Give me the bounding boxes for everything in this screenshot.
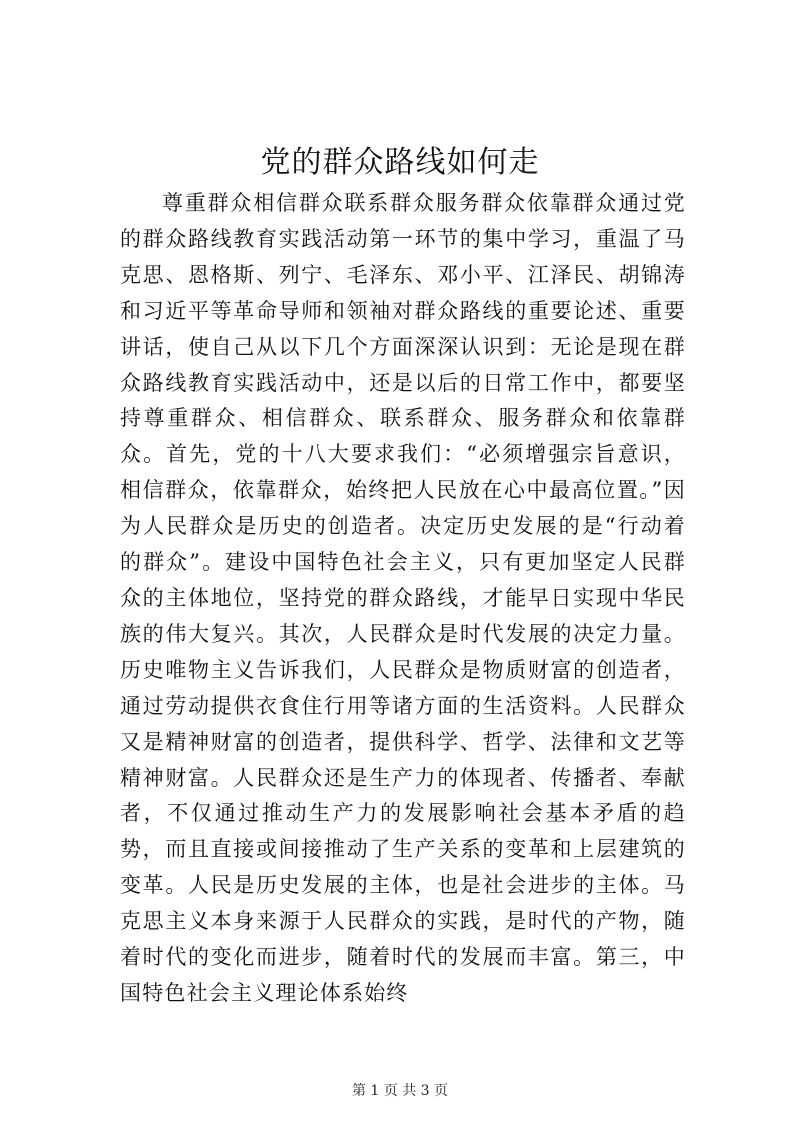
body-paragraph: 尊重群众相信群众联系群众服务群众依靠群众通过党的群众路线教育实践活动第一环节的集中学习，重温了马克思、恩格斯、列宁、毛泽东、邓小平、江泽民、胡锦涛和习近平等革命导师和领袖对群众路线的重要论述、重要讲话，使自己从以下几个方面深深认识到：无论是现在群众路线教育实践活动中，还是以后的日常工作中，都要坚持尊重群众、相信群众、联系群众、服务群众和依靠群众。首先，党的十八大要求我们：“必须增强宗旨意识，相信群众，依靠群众，始终把人民放在心中最高位置。”因为人民群众是历史的创造者。决定历史发展的是“行动着的群众”。建设中国特色社会主义，只有更加坚定人民群众的主体地位，坚持党的群众路线，才能早日实现中华民族的伟大复兴。其次，人民群众是时代发展的决定力量。历史唯物主义告诉我们，人民群众是物质财富的创造者，通过劳动提供衣食住行用等诸方面的生活资料。人民群众又是精神财富的创造者，提供科学、哲学、法律和文艺等精神财富。人民群众还是生产力的体现者、传播者、奉献者，不仅通过推动生产力的发展影响社会基本矛盾的趋势，而且直接或间接推动了生产关系的变革和上层建筑的变革。人民是历史发展的主体，也是社会进步的主体。马克思主义本身来源于人民群众的实践，是时代的产物，随着时代的变化而进步，随着时代的发展而丰富。第三，中国特色社会主义理论体系始终: [120, 191, 686, 1005]
document-title: 党的群众路线如何走: [260, 145, 540, 180]
page-footer: 第 1 页 共 3 页: [351, 1083, 449, 1099]
